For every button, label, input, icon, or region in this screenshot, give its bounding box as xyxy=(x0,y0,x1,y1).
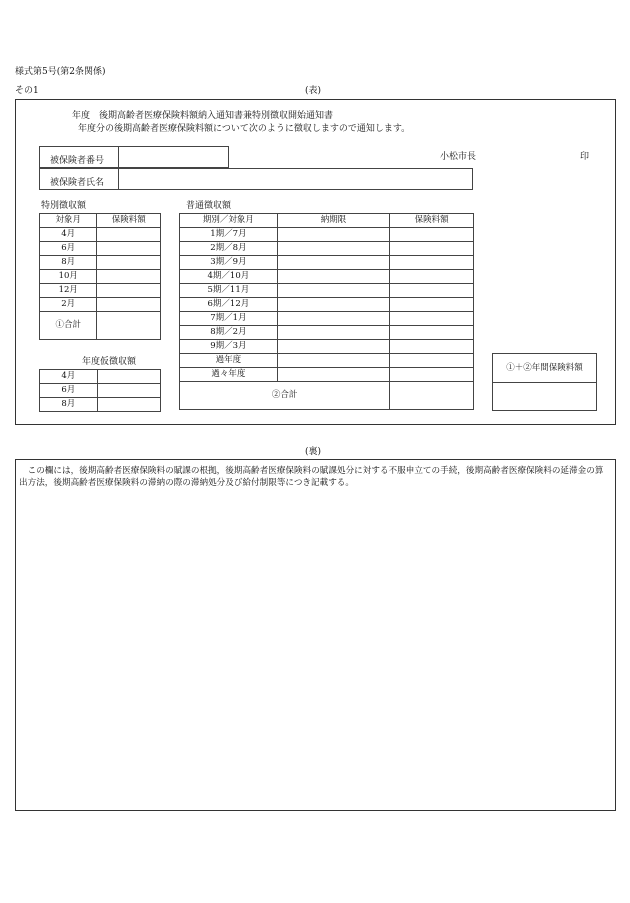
col-due-date: 納期限 xyxy=(277,214,390,228)
annual-total-field[interactable] xyxy=(493,383,597,411)
table-row: 過々年度 xyxy=(180,368,474,382)
insured-number-label-cell xyxy=(39,146,119,168)
table-row: 4月 xyxy=(40,370,161,384)
special-collection-title: 特別徴収額 xyxy=(41,201,87,211)
back-label: (裏) xyxy=(305,447,322,457)
table-row: 9期／3月 xyxy=(180,340,474,354)
insured-number-label: 被保険者番号 xyxy=(50,156,105,166)
table-row: 2期／8月 xyxy=(180,242,474,256)
table-row xyxy=(180,382,474,410)
table-row: 6月 xyxy=(40,242,161,256)
annual-total-label: ①＋②年間保険料額 xyxy=(493,354,597,383)
table-row: 4月 xyxy=(40,228,161,242)
insured-name-label: 被保険者氏名 xyxy=(50,178,105,188)
table-row: 過年度 xyxy=(180,354,474,368)
form-variant: その1 xyxy=(15,86,39,96)
insured-name-label-cell xyxy=(39,168,119,190)
ordinary-collection-table xyxy=(179,213,474,410)
table-row: 8月 xyxy=(40,256,161,270)
table-row xyxy=(40,312,161,340)
table-row: 1期／7月 xyxy=(180,228,474,242)
provisional-collection-table xyxy=(39,369,161,412)
col-period-month: 期別／対象月 xyxy=(180,214,278,228)
annual-total-table xyxy=(492,353,597,411)
back-panel xyxy=(15,459,616,811)
table-row: 8期／2月 xyxy=(180,326,474,340)
table-row: 6月 xyxy=(40,384,161,398)
table-row: 3期／9月 xyxy=(180,256,474,270)
special-total-label: ①合計 xyxy=(40,312,97,340)
table-row: 8月 xyxy=(40,398,161,412)
special-collection-table xyxy=(39,213,161,340)
table-row: 7期／1月 xyxy=(180,312,474,326)
form-number: 様式第5号(第2条関係) xyxy=(15,67,106,77)
table-row: 4期／10月 xyxy=(180,270,474,284)
table-row: 6期／12月 xyxy=(180,298,474,312)
seal-label: 印 xyxy=(580,152,590,162)
table-row: 2月 xyxy=(40,298,161,312)
col-target-month: 対象月 xyxy=(40,214,97,228)
notice-subtitle: 年度分の後期高齢者医療保険料額について次のように徴収しますので通知します。 xyxy=(78,124,411,134)
ordinary-total-label: ②合計 xyxy=(180,382,390,410)
insured-name-field[interactable] xyxy=(118,168,473,190)
mayor-label: 小松市長 xyxy=(440,152,477,162)
provisional-collection-title: 年度仮徴収額 xyxy=(82,357,137,367)
table-row: 12月 xyxy=(40,284,161,298)
ordinary-collection-title: 普通徴収額 xyxy=(186,201,232,211)
col-premium-amount: 保険料額 xyxy=(97,214,161,228)
front-label: (表) xyxy=(305,86,322,96)
insured-number-field[interactable] xyxy=(118,146,229,168)
table-row: 10月 xyxy=(40,270,161,284)
back-description: この欄には，後期高齢者医療保険料の賦課の根拠，後期高齢者医療保険料の賦課処分に対する不服申立ての手続，後期高齢者医療保険料の延滞金の算出方法，後期高齢者医療保険料の滞納の際の滞納処分及び給付制限等につき記載する。 xyxy=(19,466,604,488)
notice-title: 年度 後期高齢者医療保険料額納入通知書兼特別徴収開始通知書 xyxy=(72,111,334,121)
table-row: 5期／11月 xyxy=(180,284,474,298)
col-ordinary-amount: 保険料額 xyxy=(390,214,474,228)
